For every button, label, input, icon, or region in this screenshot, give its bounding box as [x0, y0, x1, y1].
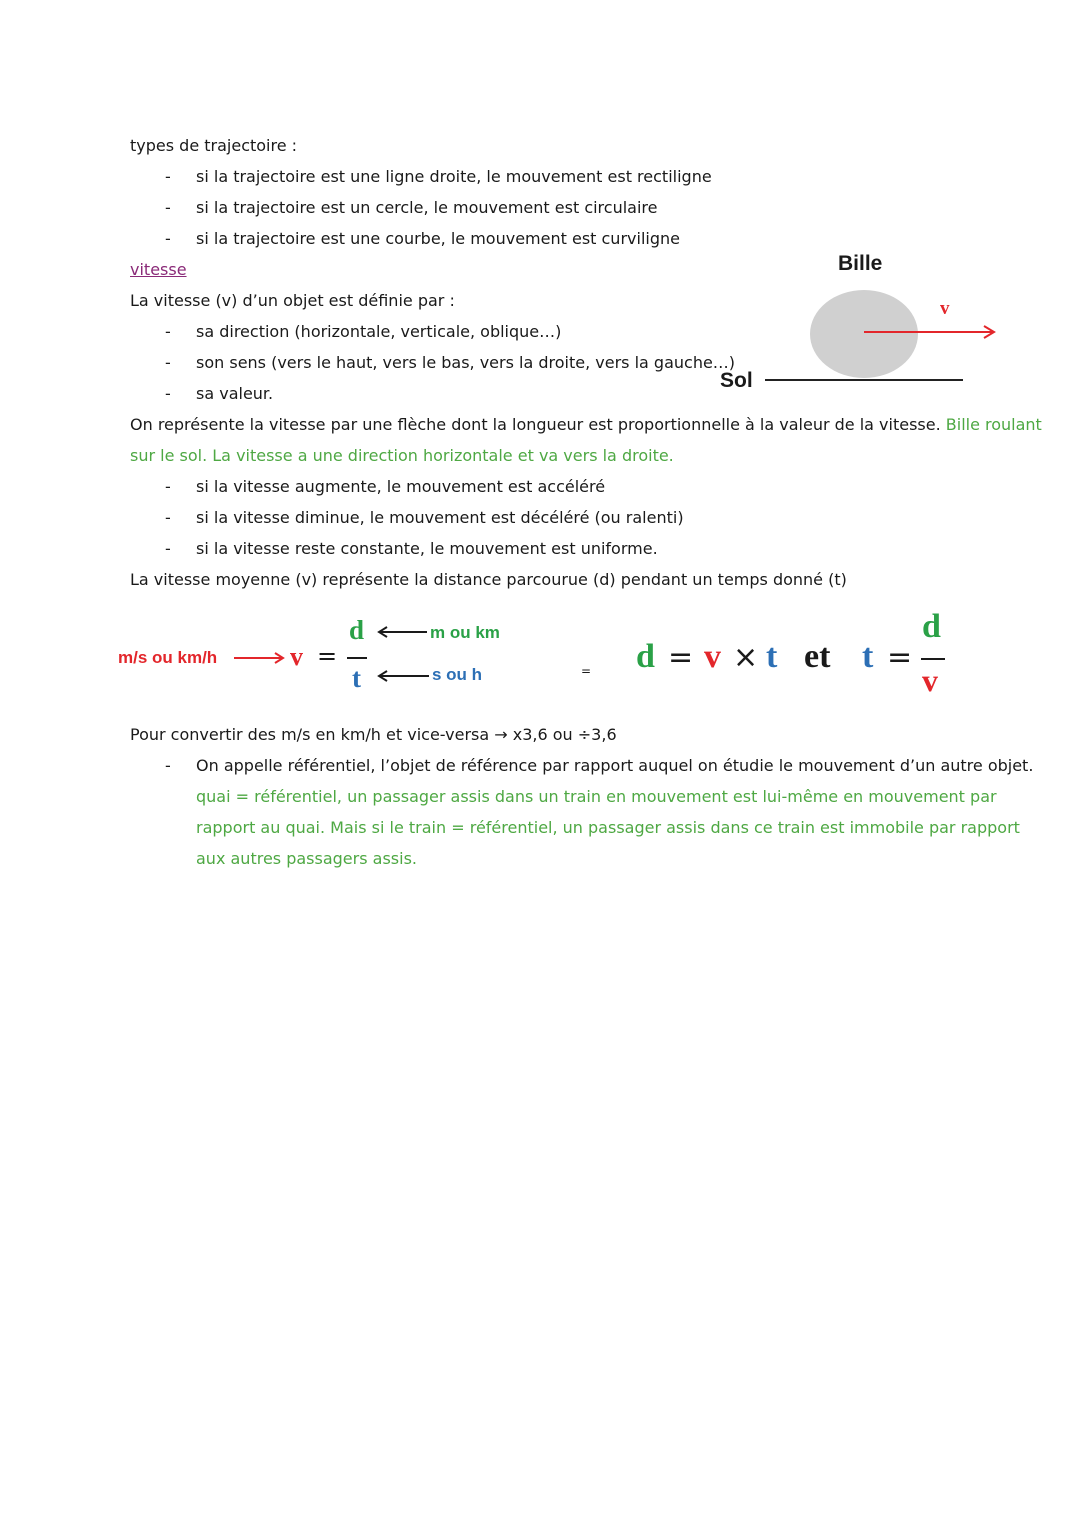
vitesse-definition: La vitesse (v) d’un objet est définie par :	[130, 291, 455, 310]
trajectoire-heading: types de trajectoire :	[130, 136, 298, 155]
vitesse-item-sens: son sens (vers le haut, vers le bas, vers la droite, vers la gauche…)	[196, 353, 736, 372]
unit-speed: m/s ou km/h	[118, 648, 218, 667]
variation-uniforme: si la vitesse reste constante, le mouvement est uniforme.	[196, 539, 658, 558]
formula2-v: v	[704, 638, 721, 675]
variation-accelere: si la vitesse augmente, le mouvement est accéléré	[196, 477, 606, 496]
bullet-dash: -	[165, 477, 171, 496]
conversion-line	[130, 725, 617, 745]
formula2-d: d	[636, 638, 655, 675]
arrow-description: On représente la vitesse par une flèche dont la longueur est proportionnelle à la valeur de la vitesse.	[130, 415, 941, 434]
trajectoire-item-curviligne: si la trajectoire est une courbe, le mouvement est curviligne	[196, 229, 680, 248]
formula-v: v	[290, 642, 303, 671]
variation-decelere: si la vitesse diminue, le mouvement est décéléré (ou ralenti)	[196, 508, 684, 527]
bullet-dash: -	[165, 508, 171, 527]
bullet-dash: -	[165, 353, 171, 372]
velocity-vector-label: v⃗	[940, 298, 965, 319]
section-title-vitesse[interactable]: vitesse	[130, 260, 187, 279]
ball-label: Bille	[838, 252, 883, 275]
ground-label: Sol	[720, 369, 753, 392]
conversion-factor: x3,6 ou ÷3,6	[512, 725, 617, 744]
bullet-dash: -	[165, 322, 171, 341]
unit-speed-arrow	[232, 650, 288, 666]
bullet-dash: -	[165, 198, 171, 217]
ground-line	[765, 379, 963, 381]
formula3-denominator-v: v	[922, 662, 938, 698]
formula-denominator-t: t	[352, 663, 361, 693]
formula3-equals: =	[887, 640, 913, 675]
referentiel-example-line-3: aux autres passagers assis.	[196, 849, 417, 868]
example-part2: sur le sol. La vitesse a une direction horizontale et va vers la droite.	[130, 446, 674, 465]
unit-distance: m ou km	[430, 623, 500, 642]
vitesse-item-direction: sa direction (horizontale, verticale, oblique…)	[196, 322, 562, 341]
formula-equals: =	[317, 642, 338, 670]
bullet-dash: -	[165, 384, 171, 403]
formula3-numerator-d: d	[922, 608, 941, 645]
trajectoire-item-rectiligne: si la trajectoire est une ligne droite, le mouvement est rectiligne	[196, 167, 712, 186]
formula2-et: et	[804, 638, 831, 675]
bullet-dash: -	[165, 167, 171, 186]
formula2-t: t	[766, 638, 778, 675]
separator-equals: =	[581, 664, 592, 678]
referentiel-example-line-2: rapport au quai. Mais si le train = référentiel, un passager assis dans ce train est immobile par rapport	[196, 818, 1020, 837]
vitesse-item-valeur: sa valeur.	[196, 384, 274, 403]
bullet-dash: -	[165, 229, 171, 248]
bullet-dash: -	[165, 756, 171, 775]
trajectoire-item-circulaire: si la trajectoire est un cercle, le mouvement est circulaire	[196, 198, 658, 217]
referentiel-definition: On appelle référentiel, l’objet de référence par rapport auquel on étudie le mouvement d’un autre objet.	[196, 756, 1034, 775]
referentiel-example-line-1: quai = référentiel, un passager assis dans un train en mouvement est lui-même en mouvement par	[196, 787, 997, 806]
fraction-bar-2	[921, 658, 945, 660]
example-part1: Bille roulant	[945, 415, 1042, 434]
formula2-equals: =	[668, 640, 694, 675]
velocity-arrow	[862, 324, 998, 340]
distance-arrow	[375, 624, 429, 640]
conversion-text: Pour convertir des m/s en km/h et vice-versa →	[130, 725, 508, 744]
formula-numerator-d: d	[349, 615, 365, 645]
formula2-times: ×	[733, 640, 759, 675]
unit-time: s ou h	[432, 665, 483, 684]
vitesse-moyenne: La vitesse moyenne (v) représente la distance parcourue (d) pendant un temps donné (t)	[130, 570, 847, 589]
arrow-text	[130, 415, 1042, 435]
bullet-dash: -	[165, 539, 171, 558]
time-arrow	[375, 668, 431, 684]
fraction-bar	[347, 657, 367, 659]
formula3-t: t	[862, 638, 874, 675]
